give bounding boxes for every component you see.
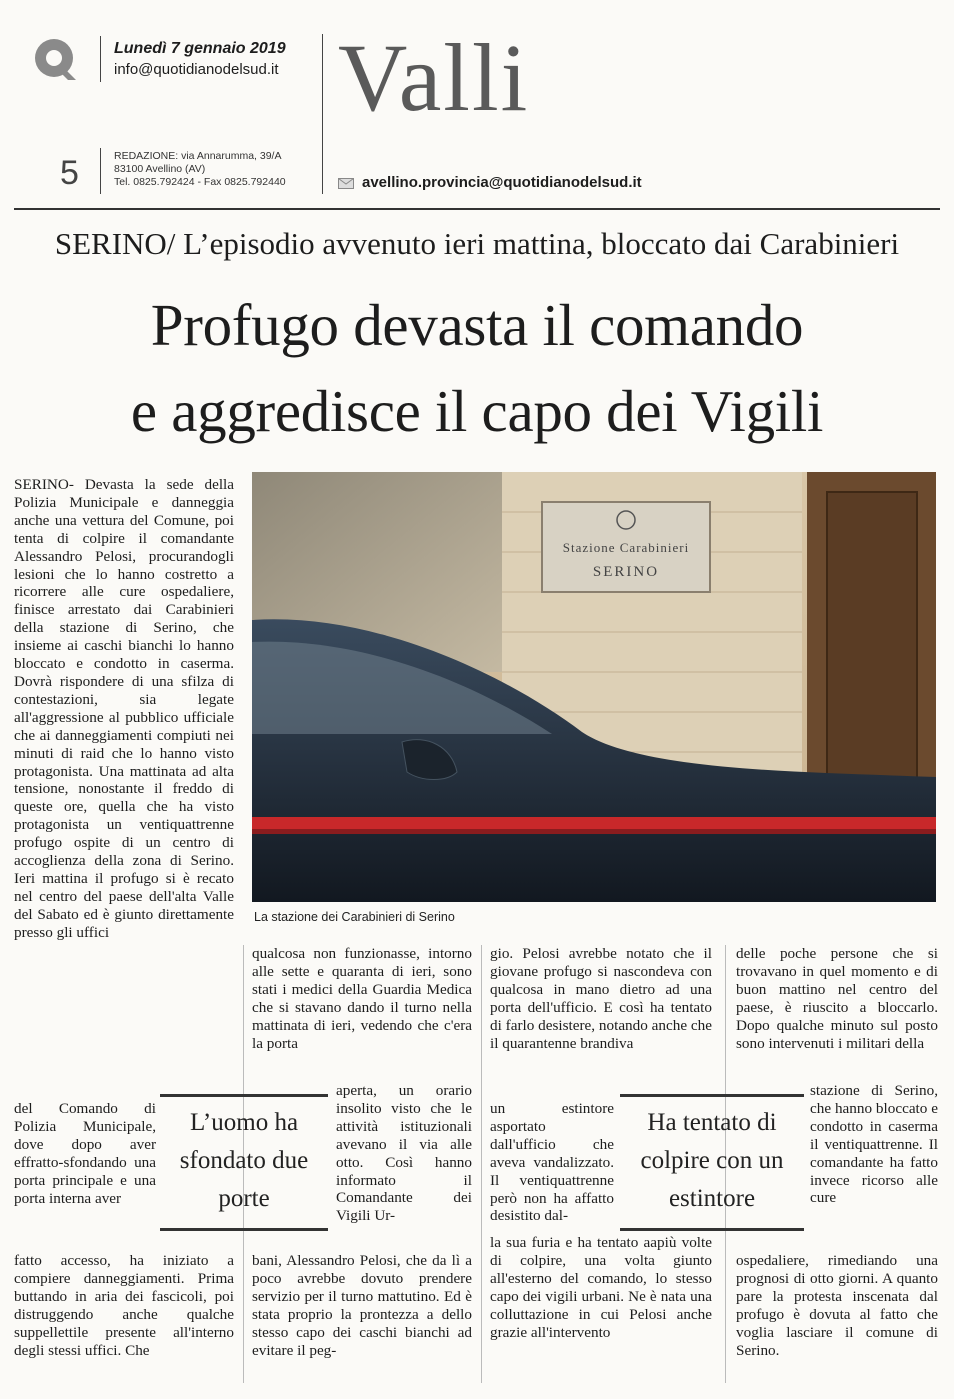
redazione-info bbox=[114, 150, 286, 189]
photo-caption: La stazione dei Carabinieri di Serino bbox=[254, 910, 455, 924]
column-divider bbox=[481, 945, 482, 1383]
redazione-phone: Tel. 0825.792424 - Fax 0825.792440 bbox=[114, 176, 286, 188]
article-photo bbox=[252, 472, 936, 902]
sign-line-1: Stazione Carabinieri bbox=[562, 540, 690, 555]
pull-quote-rule bbox=[620, 1228, 804, 1231]
pull-quote-rule bbox=[620, 1094, 804, 1097]
pull-quote-2: Ha tentato di colpire con un estintore bbox=[640, 1109, 784, 1212]
article-kicker: SERINO/ L’episodio avvenuto ieri mattina, bloccato dai Carabinieri bbox=[54, 226, 900, 261]
body-text: del Comando di Polizia Municipale, dove dopo aver effratto-sfondando una porta principale e una porta interna aver bbox=[14, 1100, 156, 1207]
body-text: la sua furia e ha tentato aapiù volte di colpire, una volta giunto all'esterno del comando, lo stesso capo dei vigili urbani. Ne è nata una colluttazione in cui Pelosi anche grazie all'intervento bbox=[490, 1234, 712, 1341]
body-column-2 bbox=[252, 945, 472, 1052]
body-column-1 bbox=[14, 476, 234, 942]
masthead-divider bbox=[322, 34, 323, 194]
headline-line-1: Profugo devasta il comando bbox=[150, 292, 804, 358]
pull-quote-rule bbox=[160, 1228, 328, 1231]
body-text: bani, Alessandro Pelosi, che da lì a poco avrebbe dovuto prendere servizio per il turno mattutino. Ed è stata proprio la prontezza a dello stesso capo dei caschi bianchi ad evitare il peg- bbox=[252, 1252, 472, 1359]
page-number: 5 bbox=[60, 154, 79, 192]
body-text: qualcosa non funzionasse, intorno alle sette e quaranta di ieri, sono stati i medici della Guardia Medica che si stavano dando il turno nella mattinata di ieri, vedendo che c'era la porta bbox=[252, 945, 472, 1052]
body-column-4-end bbox=[736, 1252, 938, 1359]
redazione-city: 83100 Avellino (AV) bbox=[114, 163, 206, 175]
contact-email: info@quotidianodelsud.it bbox=[114, 61, 279, 78]
body-column-1-wrap bbox=[14, 1100, 156, 1207]
envelope-icon bbox=[338, 178, 354, 189]
body-text: SERINO- Devasta la sede della Polizia Municipale e danneggia anche una vettura del Comune, poi tenta di colpire il comandante Alessandro Pelosi, procurandogli lesioni che lo hanno costretto a ricorrere alle cure ospedaliere, finisce arrestato dai Carabinieri della stazione di Serino, che insieme ai caschi bianchi lo hanno bloccato e condotto in caserma. Dovrà rispondere di una sfilza di contestazioni, sia legate all'aggressione al pubblico ufficiale che ai danneggiamenti compiuti nei minuti di raid che lo hanno visto protagonista. Una mattinata ad alta tensione, nonostante il freddo di queste ore, quella che ha visto protagonista un ventiquattrenne profugo ospite di un centro di accoglienza della zona di Serino. Ieri mattina il profugo si è recato nel centro del paese dell'alta Valle del Sabato ed è giunto direttamente presso gli uffici bbox=[14, 476, 234, 941]
article-headline bbox=[0, 282, 954, 454]
issue-date: Lunedì 7 gennaio 2019 bbox=[114, 40, 286, 57]
masthead-rule bbox=[14, 208, 940, 210]
body-column-2-end bbox=[252, 1252, 472, 1359]
sign-line-2: SERINO bbox=[592, 564, 660, 580]
body-text: stazione di Serino, che hanno bloccato e condotto in caserma il ventiquattrenne. Il comandante ha fatto invece ricorso alle cure bbox=[810, 1082, 938, 1207]
body-column-3 bbox=[490, 945, 712, 1052]
masthead-divider bbox=[100, 148, 101, 194]
newspaper-logo bbox=[30, 36, 82, 82]
masthead-divider bbox=[100, 36, 101, 82]
body-text: un estintore asportato dall'ufficio che aveva vandalizzato. Il ventiquattrenne però non ha affatto desistito dal- bbox=[490, 1100, 614, 1225]
body-column-3-end bbox=[490, 1234, 712, 1341]
body-text: fatto accesso, ha iniziato a compiere danneggiamenti. Prima buttando in aria dei fascicoli, poi distruggendo anche qualche suppellettile presente all'interno degli stessi uffici. Che bbox=[14, 1252, 234, 1359]
body-column-1-end bbox=[14, 1252, 234, 1359]
redazione-address: REDAZIONE: via Annarumma, 39/A bbox=[114, 150, 282, 162]
section-title: Valli bbox=[338, 24, 530, 131]
province-email: avellino.provincia@quotidianodelsud.it bbox=[362, 174, 642, 191]
body-column-4 bbox=[736, 945, 938, 1052]
body-text: delle poche persone che si trovavano in quel momento e di buon mattino nel centro del paese, è riuscito a bloccarlo. Dopo qualche minuto sul posto sono intervenuti i militari della bbox=[736, 945, 938, 1052]
body-column-3-wrap bbox=[490, 1100, 614, 1225]
body-column-4-wrap bbox=[810, 1082, 938, 1207]
body-column-2-wrap bbox=[336, 1082, 472, 1225]
headline-line-2: e aggredisce il capo dei Vigili bbox=[130, 378, 824, 444]
pull-quote-1: L’uomo ha sfondato due porte bbox=[179, 1109, 309, 1212]
body-text: aperta, un orario insolito visto che le attività istituzionali avevano il via alle otto. Così hanno informato il Comandante dei Vigili Ur- bbox=[336, 1082, 472, 1225]
body-text: ospedaliere, rimediando una prognosi di otto giorni. A quanto pare la protesta inscenata dal profugo è dovuta al fatto che voglia lasciare il comune di Serino. bbox=[736, 1252, 938, 1359]
body-text: gio. Pelosi avrebbe notato che il giovane profugo si nascondeva con qualcosa in mano dietro ad una porta dell'ufficio. E così ha tentato di farlo desistere, notando anche che il quarantenne brandiva bbox=[490, 945, 712, 1052]
pull-quote-rule bbox=[160, 1094, 328, 1097]
